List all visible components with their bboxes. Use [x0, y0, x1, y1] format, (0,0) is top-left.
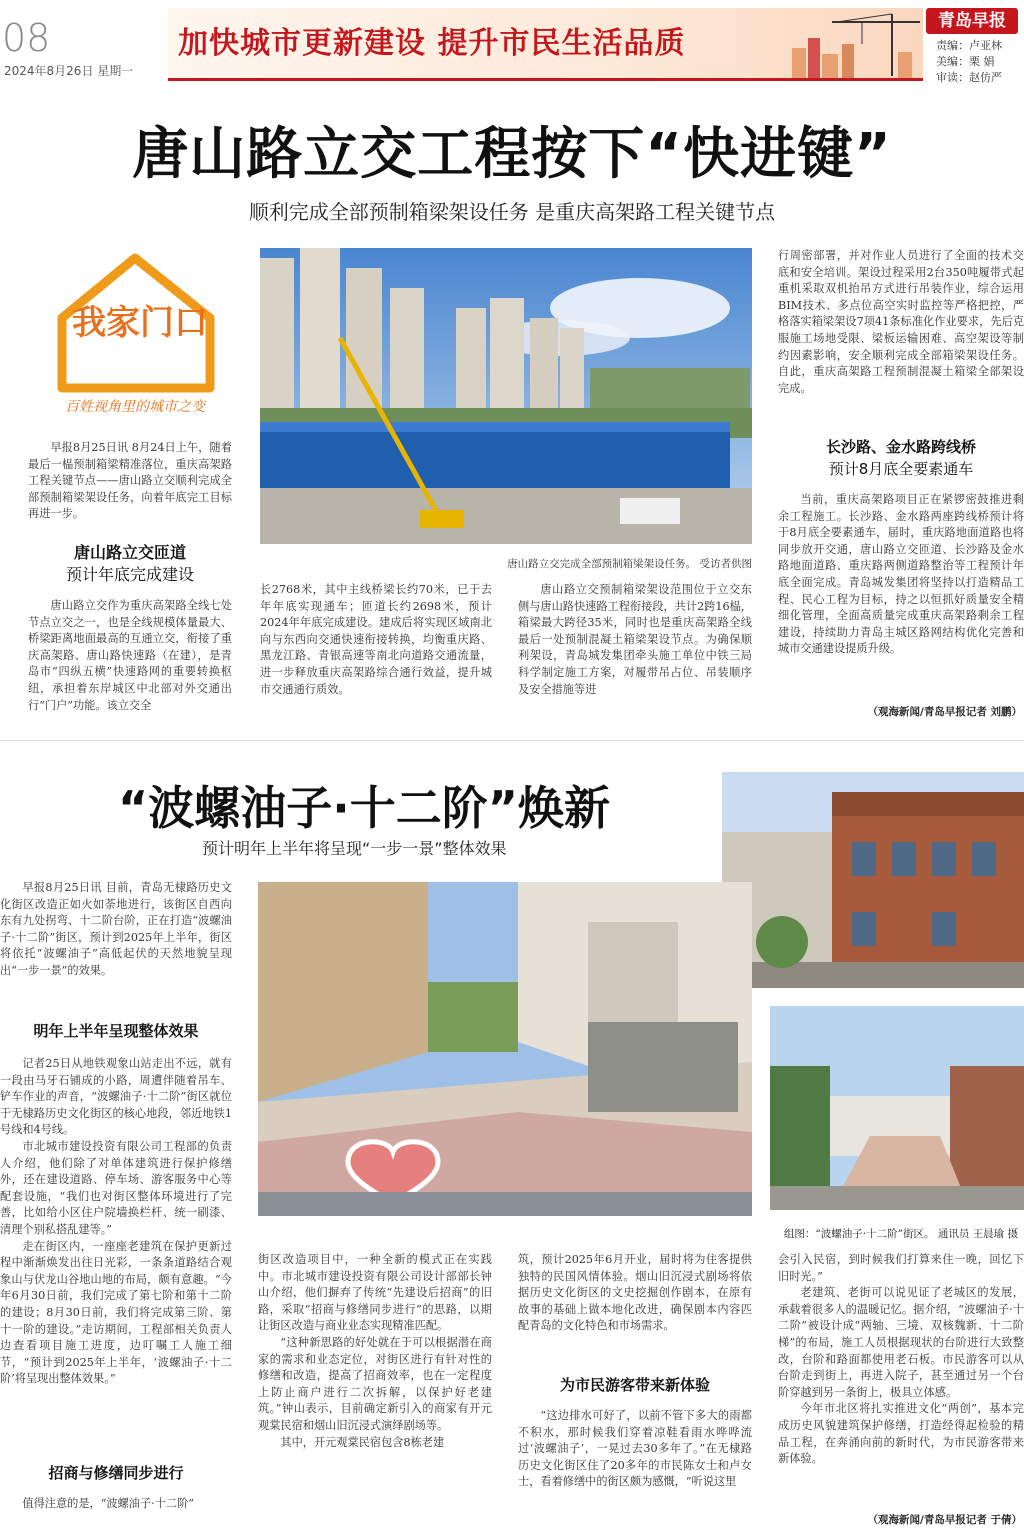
- article2-col4: [778, 1252, 1024, 1468]
- article1-subtitle: 顺利完成全部预制箱梁架设任务 是重庆高架路工程关键节点: [248, 200, 776, 224]
- paragraph: 记者25日从地铁观象山站走出不远，就有一段由马牙石铺成的小路，周遭伴随着吊车、铲车作业的声音，“波螺油子·十二阶”街区就位于无棣路历史文化街区的核心地段，邻近地铁1号线和4号线。: [0, 1057, 232, 1137]
- badge-title: 我家门口: [72, 303, 208, 343]
- paragraph: 唐山路立交预制箱梁架设范围位于立交东侧与唐山路快速路工程衔接段，共计2跨16榀，箱梁最大跨径35米，同时也是重庆高架路全线最后一处预制混凝土箱梁架设节点。为确保顺利架设，青岛城发集团牵头施工单位中铁三局科学制定施工方案，对履带吊占位、吊装顺序及安全措施等进: [518, 583, 752, 696]
- article1-title: 唐山路立交工程按下“快进键”: [132, 122, 892, 187]
- paragraph: 老建筑、老街可以说见证了老城区的发展，承载着很多人的温暖记忆。据介绍，“波螺油子·十二阶”被设计成“两轴、三境、双核魏新、十二阶梯”的布局，施工人员根据现状的台阶进行大致整改，台阶和路面都使用老石板。市民游客可以从台阶走到街上，再进入院子，甚至通过另一个台阶穿越到另一条街上，极具立体感。: [778, 1286, 1024, 1399]
- paragraph: 走在街区内，一座座老建筑在保护更新过程中渐渐焕发出往日光彩，一条条道路结合观象山与伏龙山谷地山地的布局，颇有意趣。“今年6月30日前，我们完成了第七阶和第十二阶的建设；8月30日前，我们将完成第三阶、第十一阶的建设。”走访期间，工程部相关负责人边查看项目施工进度，边叮嘱工人施工细节，“预计到2025年上半年，‘波螺油子·十二阶’将呈现出整体效果。”: [0, 1239, 232, 1386]
- article2-section1-heading: 明年上半年呈现整体效果: [33, 1022, 199, 1040]
- article2-col1: [0, 1056, 232, 1388]
- photo2-caption: 组图：“波螺油子·十二阶”街区。 通讯员 王晨瑜 摄: [783, 1228, 1018, 1240]
- article2-section2-heading: 招商与修缮同步进行: [48, 1464, 184, 1482]
- article1-section2-heading: [778, 436, 1024, 480]
- photo-old-building: [722, 772, 1024, 988]
- article1-col3: [518, 582, 752, 698]
- article2-section3-heading: 为市民游客带来新体验: [559, 1376, 710, 1394]
- badge-tagline: 百姓视角里的城市之变: [65, 399, 205, 415]
- heading-line1: 长沙路、金水路跨线桥: [825, 438, 976, 456]
- page-number: 08: [2, 16, 51, 60]
- article1-lead: [28, 440, 232, 523]
- paragraph: “这边排水可好了，以前不管下多大的雨都不积水，那时候我们穿着凉鞋看雨水哗哗流过‘波螺油子’，一晃过去30多年了。”在无棣路历史文化街区住了20多年的市民陈女士和卢女士，看着修缮中的街区颇为感慨，“听说这里: [518, 1409, 752, 1489]
- newspaper-logo: [926, 8, 1018, 34]
- paragraph: 值得注意的是，“波螺油子·十二阶”: [22, 1497, 195, 1510]
- article1-section1-heading: [28, 542, 232, 586]
- article1-col2: [260, 582, 492, 698]
- terrace-photo-image: [770, 1006, 1024, 1210]
- banner-title: 加快城市更新建设 提升市民生活品质: [178, 26, 686, 61]
- paragraph: 当前，重庆高架路项目正在紧锣密鼓推进剩余工程施工。长沙路、金水路两座跨线桥预计将于8月底全要素通车，届时，重庆路地面道路也将同步放开交通，唐山路立交匝道、长沙路及金水路地面道路、重庆路两侧道路整治等工程预计年底全面完成。青岛城发集团将坚持以打造精品工程、民心工程为目标，持之以恒抓好质量安全精细化管理，全面高质量完成重庆高架路剩余工程建设，持续助力青岛主城区路网结构优化完善和城市交通建设提质升级。: [778, 493, 1024, 656]
- issue-date: 2024年8月26日 星期一: [4, 64, 134, 78]
- editor-list: [936, 38, 1002, 86]
- heading-line1: 唐山路立交匝道: [73, 543, 186, 562]
- editor-proof: 审读：赵仿严: [936, 71, 1002, 84]
- article2-title: “波螺油子·十二阶”焕新: [118, 781, 610, 835]
- paragraph: 行周密部署，并对作业人员进行了全面的技术交底和安全培训。架设过程采用2台350吨履带式起重机采取双机抬吊方式进行吊装作业，综合运用BIM技术、多点位高空实时监控等严格把控，严格落实箱梁架设7项41条标准化作业要求，先后克服施工场地受限、梁板运输困难、高空架设等制约因素影响，安全顺利完成全部箱梁架设任务。自此，重庆高架路工程预制混凝土箱梁全部架设完成。: [778, 249, 1024, 395]
- photo-overpass-construction: [260, 248, 752, 544]
- article-divider: [0, 740, 1024, 741]
- article2-byline: （观海新闻/青岛早报记者 于倩）: [867, 1514, 1022, 1526]
- heading-line2: 预计8月底全要素通车: [828, 460, 974, 478]
- article1-col4b: [778, 492, 1024, 658]
- paragraph: 会引入民宿，到时候我们打算来住一晚，回忆下旧时光。”: [778, 1253, 1024, 1283]
- article2-lead: [0, 880, 232, 980]
- lead-paragraph: 早报8月25日讯 目前，青岛无棣路历史文化街区改造正如火如荼地进行，该街区自西向东有九处拐弯、十二阶台阶，正在打造“波螺油子·十二阶”街区，预计到2025年上半年，街区将依托“波螺油子”高低起伏的天然地貌呈现出“一步一景”的效果。: [0, 881, 232, 977]
- editor-chief: 责编：卢亚林: [936, 39, 1002, 52]
- overpass-photo-image: [260, 248, 752, 544]
- paragraph: 市北城市建设投资有限公司工程部的负责人介绍，他们除了对单体建筑进行保护修缮外，还在建设道路、停车场、游客服务中心等配套设施，“我们也对街区整体环境进行了完善，比如给小区住户院墙换栏杆、统一刷漆、清理个别私搭乱建等。”: [0, 1139, 232, 1236]
- heading-line2: 预计年底完成建设: [65, 565, 194, 584]
- paragraph: “这种新思路的好处就在于可以根据潜在商家的需求和业态定位，对街区进行有针对性的修缮和改造，提高了招商效率，也在一定程度上防止商户进行二次拆解，以保护好老建筑。”钟山表示，目前确定新引入的商家有开元观棠民宿和烟山旧沉浸式演绎剧场等。: [258, 1335, 492, 1432]
- article2-col1-end: [0, 1496, 232, 1513]
- paragraph: 筑，预计2025年6月开业，届时将为住客提供独特的民国风情体验。烟山旧沉浸式剧场将依据历史文化街区的文史挖掘创作剧本，在原有故事的基础上做本地化改进，确保剧本内容匹配青岛的文化特色和市场需求。: [518, 1253, 752, 1333]
- article1-col1: [28, 598, 232, 714]
- photo-terrace-steps: [770, 1006, 1024, 1210]
- logo-text: 青岛早报: [938, 11, 1006, 31]
- article2-col2: [258, 1252, 492, 1451]
- photo1-caption: 唐山路立交完成全部预制箱梁架设任务。 受访者供图: [507, 558, 752, 570]
- paragraph: 其中，开元观棠民宿包含8栋老建: [280, 1435, 445, 1449]
- article2-col3: [518, 1252, 752, 1335]
- article1-byline: （观海新闻/青岛早报记者 刘鹏）: [867, 706, 1022, 718]
- page-header: [0, 0, 1024, 88]
- lead-paragraph: 早报8月25日讯 8月24日上午，随着最后一榀预制箱梁精准落位，重庆高架路工程关键节点——唐山路立交顺利完成全部预制箱梁架设任务，向着年底完工目标再进一步。: [28, 441, 232, 521]
- editor-art: 美编：栗 娟: [936, 55, 995, 68]
- photo-street-steps: [258, 882, 752, 1216]
- crane-skyline-icon: [772, 8, 922, 78]
- paragraph: 唐山路立交作为重庆高架路全线七处节点立交之一，也是全线规模体量最大、桥梁距离地面最高的互通立交，衔接了重庆高架路、唐山路快速路（在建），是青岛市“四纵五横”快速路网的重要转换枢纽，承担着东岸城区中北部对外交通出行“门户”功能。该立交全: [28, 599, 232, 712]
- street-photo-image: [258, 882, 752, 1216]
- article2-subtitle: 预计明年上半年将呈现“一步一景”整体效果: [202, 839, 507, 858]
- old-building-photo-image: [722, 772, 1024, 988]
- paragraph: 街区改造项目中，一种全新的模式正在实践中。市北城市建设投资有限公司设计部部长钟山介绍，他们摒弃了传统“先建设后招商”的旧路，采取“招商与修缮同步进行”的思路，以期让街区改造与商业业态实现精准匹配。: [258, 1253, 492, 1333]
- article2-col3b: [518, 1408, 752, 1491]
- article1-col4: [778, 248, 1024, 397]
- column-badge: [40, 248, 230, 418]
- paragraph: 长2768米，其中主线桥梁长约70米，已于去年年底实现通车；匝道长约2698米，预计2024年年底完成建设。建成后将实现区域南北向与东西向交通快速衔接转换，均衡重庆路、黑龙江路、青银高速等南北向道路交通流量，进一步释放重庆高架路综合通行效益，提升城市交通通行质效。: [260, 583, 492, 696]
- paragraph: 今年市北区将扎实推进文化“两创”，基本完成历史风貌建筑保护修缮，打造经得起检验的精品工程，在奔涌向前的新时代，为市民游客带来新体验。: [778, 1402, 1024, 1466]
